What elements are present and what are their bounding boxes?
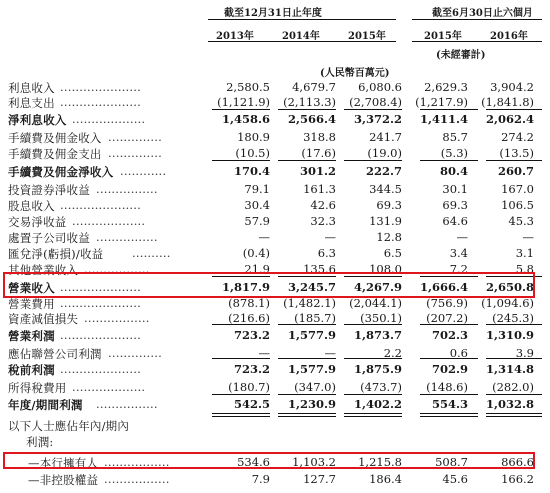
leader-dots: ............	[120, 164, 167, 178]
cell-value: 866.6	[501, 455, 534, 469]
cell-value: 3,245.7	[287, 280, 336, 294]
cell-value: 2,566.4	[287, 112, 336, 126]
leader-dots: .....................	[60, 95, 141, 109]
cell-value: 1,103.2	[292, 455, 336, 469]
year-2014: 2014年	[282, 31, 320, 42]
year-2015: 2015年	[348, 31, 386, 42]
cell-value: 2,650.8	[485, 280, 534, 294]
row-label: 利潤:	[26, 435, 54, 449]
row-label: —非控股權益	[28, 473, 99, 487]
cell-value: 1,215.8	[358, 455, 402, 469]
cell-value: (185.7)	[294, 311, 336, 325]
cell-value: 344.5	[369, 182, 402, 196]
cell-value: 3.4	[449, 246, 468, 260]
cell-value: 723.2	[233, 362, 270, 376]
cell-value: 166.2	[501, 472, 534, 486]
cell-value: 1,817.9	[221, 280, 270, 294]
row-label: 利息支出	[8, 96, 55, 110]
cell-value: 4,679.7	[292, 80, 336, 94]
row-label: 營業利潤	[8, 329, 55, 343]
cell-value: 6,080.6	[358, 80, 402, 94]
header-rule-b	[412, 19, 542, 20]
row-label: 年度/期間利潤	[8, 398, 83, 412]
leader-dots: ..............	[108, 346, 162, 360]
cell-value: 534.6	[237, 455, 270, 469]
cell-value: (350.1)	[360, 311, 402, 325]
cell-value: 702.3	[431, 328, 468, 342]
cell-value: 1,873.7	[353, 328, 402, 342]
subtotal-rule	[420, 160, 478, 161]
cell-value: 2,580.5	[226, 80, 270, 94]
cell-value: 2.2	[383, 346, 402, 360]
cell-value: 1,314.8	[485, 362, 534, 376]
total-double-rule	[344, 413, 402, 417]
cell-value: —	[324, 346, 336, 360]
operating-income-highlight	[3, 272, 535, 298]
cell-value: 4,267.9	[353, 280, 402, 294]
cell-value: (1,217.9)	[415, 95, 468, 109]
subtotal-rule	[278, 109, 336, 110]
leader-dots: .....................	[60, 198, 141, 212]
cell-value: 1,402.2	[353, 397, 402, 411]
leader-dots: ..............	[108, 146, 162, 160]
cell-value: 260.7	[497, 164, 534, 178]
cell-value: (180.7)	[228, 380, 270, 394]
row-label: 資產減值損失	[8, 312, 79, 326]
subtotal-rule	[212, 160, 270, 161]
cell-value: (1,094.6)	[481, 296, 534, 310]
leader-dots: .................	[84, 262, 150, 276]
unaudited-note: (未經審計)	[436, 50, 486, 61]
cell-value: (347.0)	[294, 380, 336, 394]
row-label: 匯兌淨(虧損)/收益	[8, 247, 104, 261]
cell-value: 32.3	[310, 214, 336, 228]
cell-value: (1,482.1)	[283, 296, 336, 310]
cell-value: —	[456, 230, 468, 244]
cell-value: (2,113.3)	[283, 95, 336, 109]
cell-value: 1,875.9	[353, 362, 402, 376]
row-label: 其他營業收入	[8, 263, 79, 277]
cell-value: 301.2	[299, 164, 336, 178]
cell-value: 106.5	[501, 198, 534, 212]
owners-profit-highlight	[3, 452, 535, 469]
row-label: 手續費及佣金淨收入	[8, 165, 114, 179]
row-label: 投資證券淨收益	[8, 183, 90, 197]
unit-note: (人民幣百萬元)	[320, 68, 390, 79]
cell-value: 554.3	[431, 397, 468, 411]
row-label: 處置子公司收益	[8, 231, 90, 245]
cell-value: —	[258, 230, 270, 244]
subtotal-rule	[344, 324, 402, 325]
cell-value: 2,062.4	[485, 112, 534, 126]
cell-value: 723.2	[233, 328, 270, 342]
subtotal-rule	[278, 324, 336, 325]
subtotal-rule	[212, 324, 270, 325]
cell-value: 30.4	[244, 198, 270, 212]
cell-value: (245.3)	[492, 311, 534, 325]
cell-value: 45.6	[442, 472, 468, 486]
cell-value: 702.9	[431, 362, 468, 376]
subtotal-rule	[486, 109, 542, 110]
cell-value: 79.1	[244, 182, 270, 196]
row-label: 手續費及佣金支出	[8, 147, 102, 161]
cell-value: 542.5	[233, 397, 270, 411]
cell-value: 1,310.9	[485, 328, 534, 342]
cell-value: (148.6)	[426, 380, 468, 394]
cell-value: —	[258, 346, 270, 360]
row-label: 手續費及佣金收入	[8, 131, 102, 145]
subtotal-rule	[212, 358, 270, 359]
cell-value: 274.2	[501, 130, 534, 144]
leader-dots: ...................	[72, 380, 146, 394]
row-label: 股息收入	[8, 199, 55, 213]
leader-dots: ..............	[108, 130, 162, 144]
cell-value: (1,121.9)	[217, 95, 270, 109]
cell-value: (756.9)	[426, 296, 468, 310]
subtotal-rule	[486, 324, 542, 325]
cell-value: 170.4	[233, 164, 270, 178]
total-double-rule	[212, 413, 270, 417]
subtotal-rule	[278, 358, 336, 359]
cell-value: 1,230.9	[287, 397, 336, 411]
total-double-rule	[486, 413, 542, 417]
year-rule-a	[208, 41, 396, 42]
leader-dots: .................	[84, 311, 150, 325]
cell-value: 508.7	[435, 455, 468, 469]
subtotal-rule	[486, 358, 542, 359]
cell-value: 241.7	[369, 130, 402, 144]
cell-value: (5.3)	[440, 146, 468, 160]
cell-value: (207.2)	[426, 311, 468, 325]
cell-value: 12.8	[376, 230, 402, 244]
subtotal-rule	[486, 394, 542, 395]
subtotal-rule	[278, 394, 336, 395]
subtotal-rule	[344, 358, 402, 359]
cell-value: 45.3	[508, 214, 534, 228]
cell-value: 1,032.8	[485, 397, 534, 411]
row-label: 稅前利潤	[8, 363, 55, 377]
subtotal-rule	[344, 394, 402, 395]
cell-value: (17.6)	[301, 146, 336, 160]
cell-value: 167.0	[501, 182, 534, 196]
cell-value: 7.9	[251, 472, 270, 486]
subtotal-rule	[212, 394, 270, 395]
cell-value: 3.9	[515, 346, 534, 360]
period-group-a: 截至12月31日止年度	[224, 8, 322, 19]
year-2013: 2013年	[216, 31, 254, 42]
leader-dots: ................	[96, 230, 158, 244]
subtotal-rule	[420, 394, 478, 395]
cell-value: (282.0)	[492, 380, 534, 394]
cell-value: 1,577.9	[287, 362, 336, 376]
row-label: 營業收入	[8, 281, 55, 295]
cell-value: 30.1	[442, 182, 468, 196]
cell-value: 1,411.4	[419, 112, 468, 126]
cell-value: (473.7)	[360, 380, 402, 394]
cell-value: (216.6)	[228, 311, 270, 325]
row-label: 應佔聯營公司利潤	[8, 347, 102, 361]
cell-value: (878.1)	[228, 296, 270, 310]
cell-value: 3.1	[515, 246, 534, 260]
year-rule-b	[412, 41, 542, 42]
subtotal-rule	[420, 109, 478, 110]
row-label: 交易淨收益	[8, 215, 67, 229]
cell-value: 6.5	[383, 246, 402, 260]
cell-value: 186.4	[369, 472, 402, 486]
cell-value: 161.3	[303, 182, 336, 196]
leader-dots: .....................	[60, 80, 141, 94]
row-label: 以下人士應佔年內/期內	[8, 419, 130, 433]
leader-dots: .....................	[60, 280, 141, 294]
cell-value: (1,841.8)	[481, 95, 534, 109]
subtotal-rule	[278, 160, 336, 161]
row-label: 淨利息收入	[8, 113, 67, 127]
row-label: 營業費用	[8, 297, 55, 311]
cell-value: 1,666.4	[419, 280, 468, 294]
cell-value: 80.4	[439, 164, 468, 178]
cell-value: 3,372.2	[353, 112, 402, 126]
total-double-rule	[420, 413, 478, 417]
cell-value: —	[522, 230, 534, 244]
row-label: 利息收入	[8, 81, 55, 95]
total-double-rule	[278, 413, 336, 417]
cell-value: 69.3	[442, 198, 468, 212]
leader-dots: ................	[96, 397, 158, 411]
cell-value: 135.6	[303, 262, 336, 276]
row-label: —本行擁有人	[28, 456, 99, 470]
leader-dots: .....................	[60, 328, 141, 342]
cell-value: 69.3	[376, 198, 402, 212]
cell-value: 7.2	[449, 262, 468, 276]
cell-value: 64.6	[442, 214, 468, 228]
cell-value: 127.7	[303, 472, 336, 486]
cell-value: (2,708.4)	[349, 95, 402, 109]
cell-value: 57.9	[244, 214, 270, 228]
cell-value: 318.8	[303, 130, 336, 144]
cell-value: 0.6	[449, 346, 468, 360]
leader-dots: .................	[104, 455, 170, 469]
subtotal-rule	[344, 109, 402, 110]
period-group-b: 截至6月30日止六個月	[432, 8, 533, 19]
cell-value: 21.9	[244, 262, 270, 276]
cell-value: 6.3	[317, 246, 336, 260]
subtotal-rule	[344, 160, 402, 161]
cell-value: (0.4)	[242, 246, 270, 260]
leader-dots: .....................	[60, 362, 141, 376]
cell-value: 5.8	[515, 262, 534, 276]
cell-value: 3,904.2	[490, 80, 534, 94]
cell-value: 85.7	[442, 130, 468, 144]
cell-value: 222.7	[365, 164, 402, 178]
year-2015-h1: 2015年	[424, 31, 462, 42]
cell-value: 180.9	[237, 130, 270, 144]
cell-value: 131.9	[369, 214, 402, 228]
row-label: 所得稅費用	[8, 381, 67, 395]
subtotal-rule	[486, 160, 542, 161]
leader-dots: ...................	[72, 112, 146, 126]
leader-dots: .....................	[60, 296, 141, 310]
cell-value: (10.5)	[235, 146, 270, 160]
cell-value: 108.0	[369, 262, 402, 276]
leader-dots: ................	[96, 182, 158, 196]
cell-value: (19.0)	[367, 146, 402, 160]
cell-value: 1,577.9	[287, 328, 336, 342]
cell-value: 1,458.6	[221, 112, 270, 126]
cell-value: (13.5)	[499, 146, 534, 160]
cell-value: 42.6	[310, 198, 336, 212]
leader-dots: ..........	[132, 246, 171, 260]
leader-dots: ...................	[72, 214, 146, 228]
subtotal-rule	[420, 358, 478, 359]
subtotal-rule	[420, 324, 478, 325]
leader-dots: .................	[104, 472, 170, 486]
cell-value: —	[324, 230, 336, 244]
header-rule-a	[208, 19, 396, 20]
cell-value: (2,044.1)	[349, 296, 402, 310]
cell-value: 2,629.3	[424, 80, 468, 94]
year-2016-h1: 2016年	[490, 31, 528, 42]
subtotal-rule	[212, 109, 270, 110]
